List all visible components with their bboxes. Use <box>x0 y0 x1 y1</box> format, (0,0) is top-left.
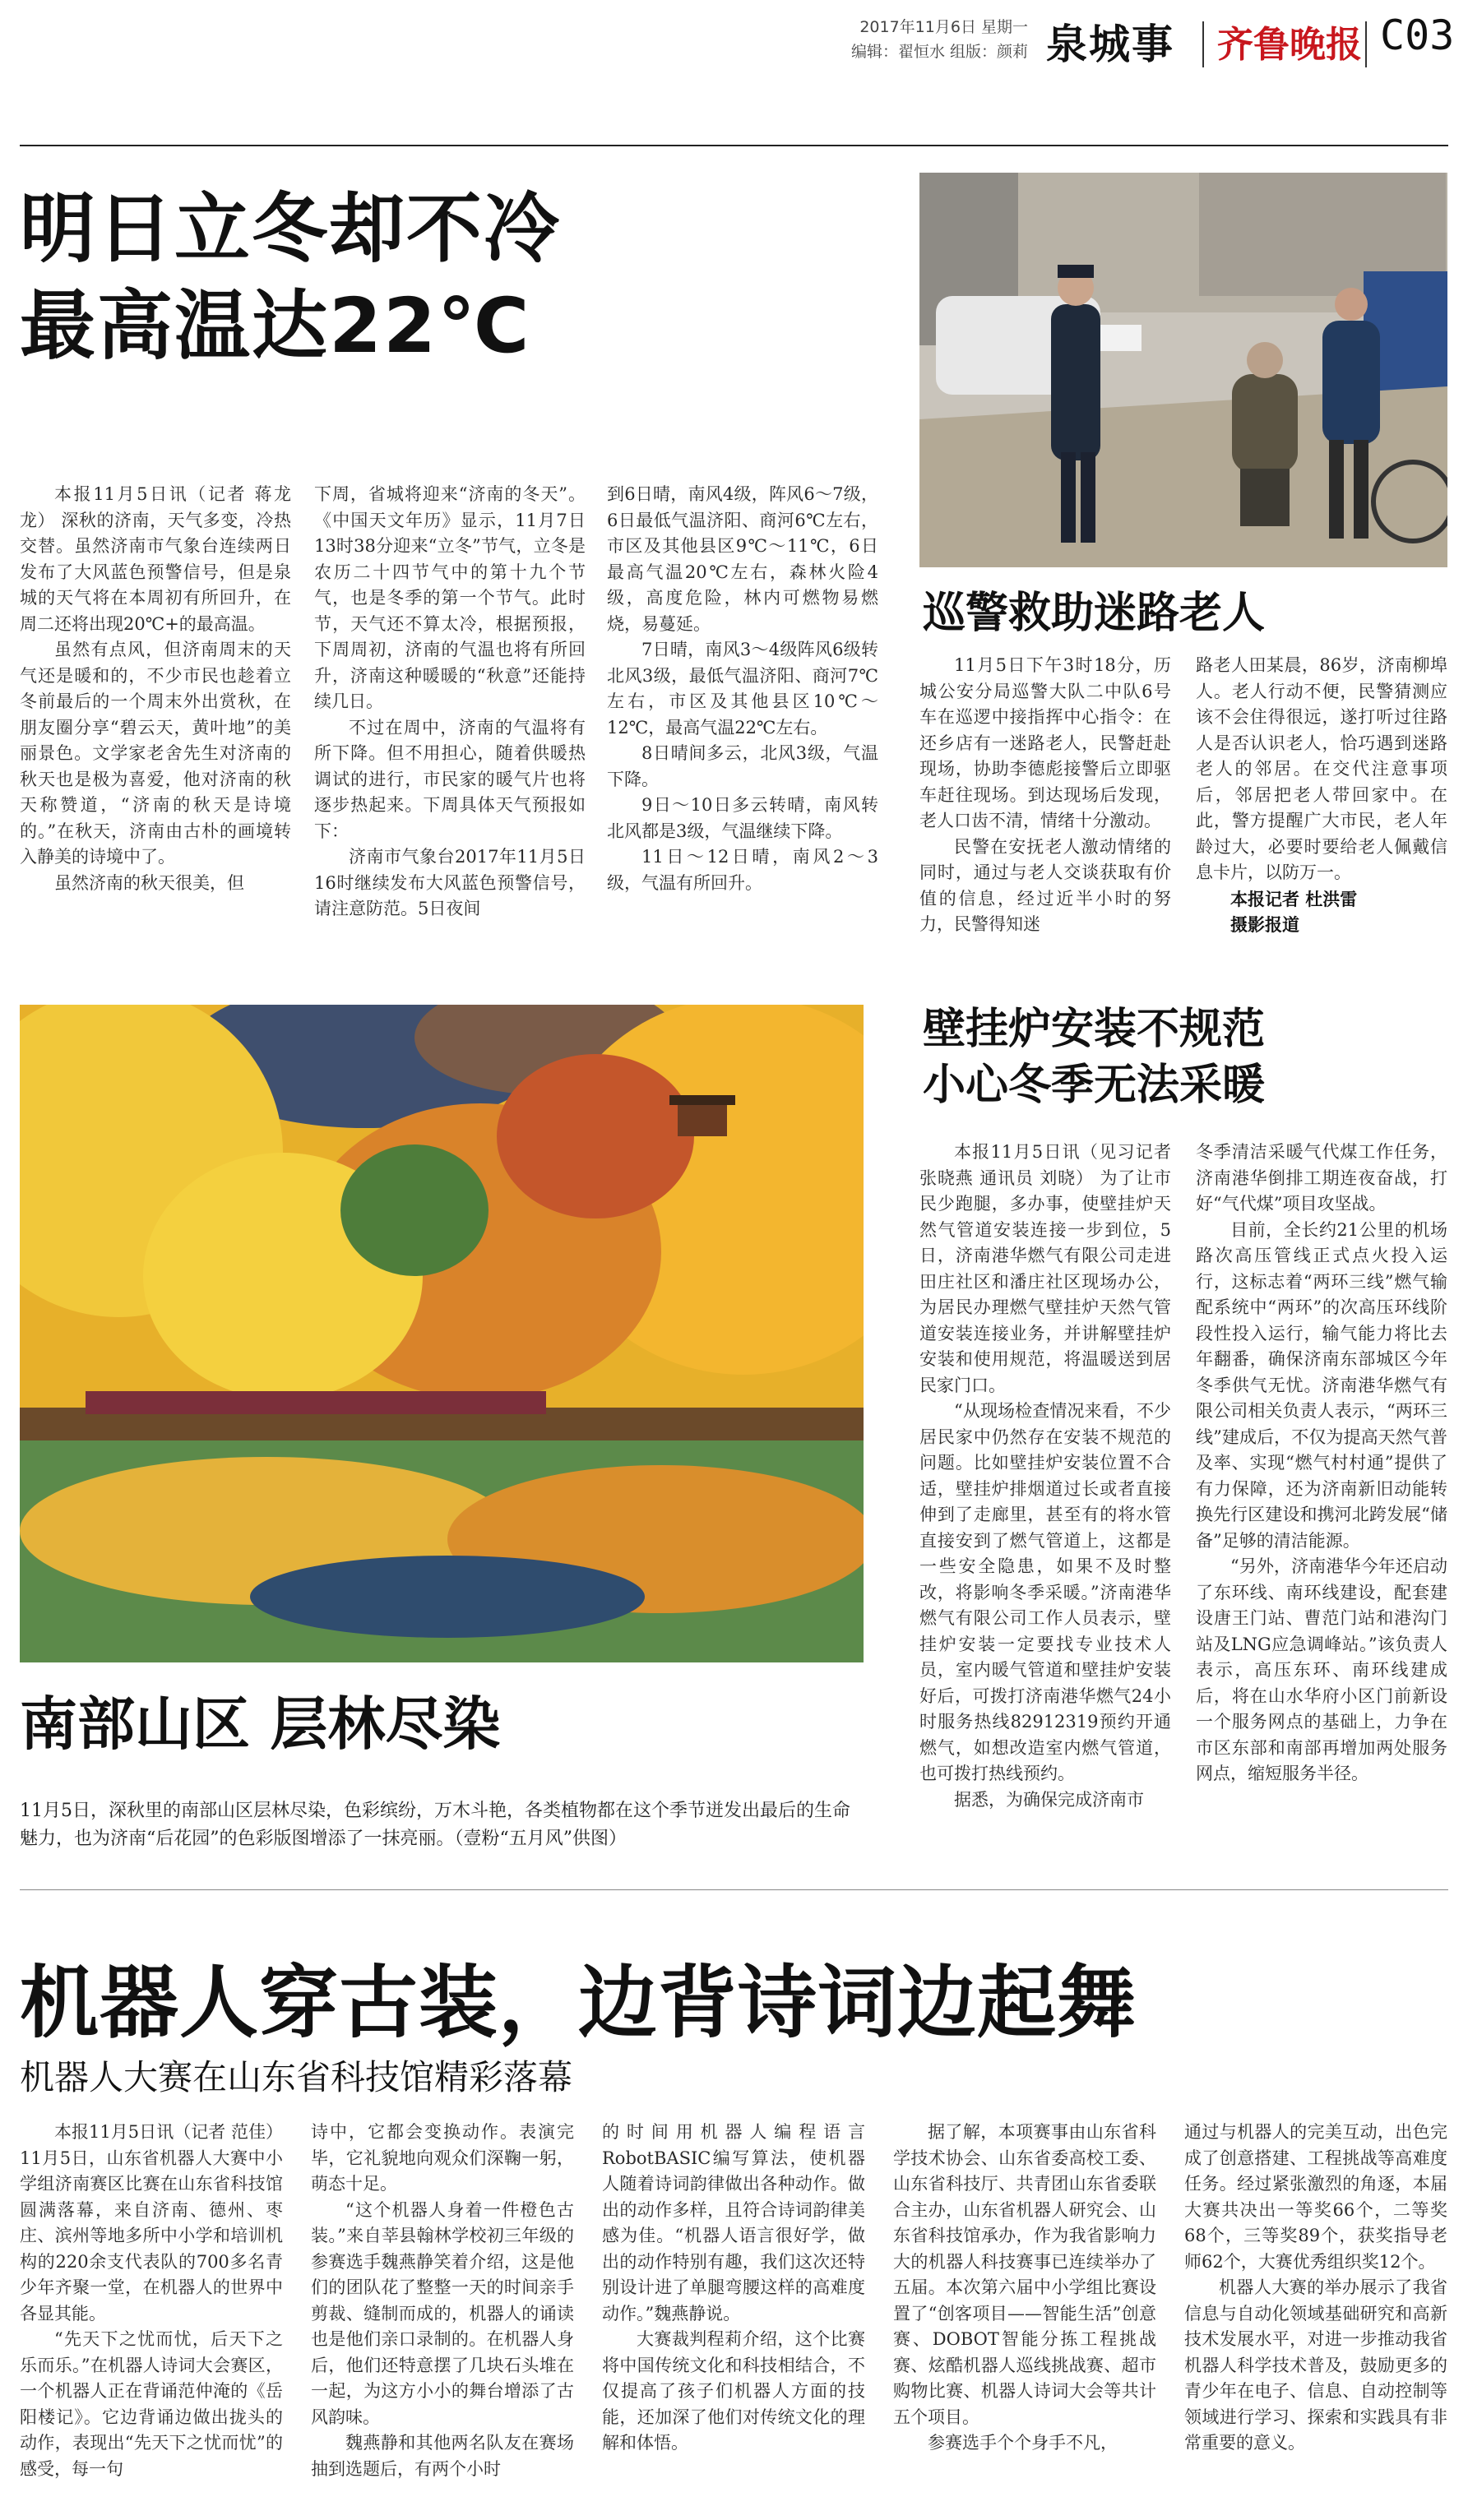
article2-column-2 <box>1196 653 1447 957</box>
paragraph: 8日晴间多云，北风3级，气温下降。 <box>607 743 878 789</box>
byline: 本报记者 杜洪雷 <box>1230 888 1358 909</box>
paragraph: 济南市气象台2017年11月5日16时继续发布大风蓝色预警信号，请注意防范。5日夜间 <box>314 847 586 918</box>
paragraph: 11日～12日晴，南风2～3级，气温有所回升。 <box>607 847 878 893</box>
article4-column-2 <box>1196 1140 1447 1863</box>
masthead-meta <box>839 15 1028 64</box>
section-title: 泉城事 <box>1046 21 1174 68</box>
paragraph: 不过在周中，济南的气温将有所下降。但不用担心，随着供暖热调试的进行，市民家的暖气片也将逐步热起来。下周具体天气预报如下： <box>314 717 586 841</box>
article2-headline: 巡警救助迷路老人 <box>923 589 1266 638</box>
masthead-divider <box>1202 21 1204 67</box>
paragraph: 参赛选手个个身手不凡， <box>928 2433 1118 2453</box>
article5-column-4 <box>893 2120 1156 2504</box>
paragraph: “从现场检查情况来看，不少居民家中仍然存在安装不规范的问题。比如壁挂炉安装位置不合适，壁挂炉排烟道过长或者直接伸到了走廊里，甚至有的将水管直接安到了燃气管道上，这都是一些安全隐患，如果不及时整改，将影响冬季采暖。”济南港华燃气有限公司工作人员表示，壁挂炉安装一定要找专业技术人员，室内暖气管道和壁挂炉安装好后，可拨打济南港华燃气24小时服务热线82912319预约开通燃气，如想改造室内燃气管道，也可拨打热线预约。 <box>919 1401 1171 1783</box>
paragraph: 据了解，本项赛事由山东省科学技术协会、山东省委高校工委、山东省科技厅、共青团山东省委联合主办，山东省机器人研究会、山东省科技馆承办，作为我省影响力大的机器人科技赛事已连续举办了五届。本次第六届中小学组比赛设置了“创客项目——智能生活”创意赛、DOBOT智能分拣工程挑战赛、炫酷机器人巡线挑战赛、超市购物比赛、机器人诗词大会等共计五个项目。 <box>893 2122 1156 2427</box>
paragraph: 虽然济南的秋天很美，但 <box>54 872 244 893</box>
paragraph: 9日～10日多云转晴，南风转北风都是3级，气温继续下降。 <box>607 795 878 841</box>
article5-column-1 <box>20 2120 283 2504</box>
paragraph: 本报11月5日讯（记者 蒋龙龙） 深秋的济南，天气多变，冷热交替。虽然济南市气象台连续两日发布了大风蓝色预警信号，但是泉城的天气将在本周初有所回升，在周二还将出现20℃+的最高温。 <box>20 484 291 634</box>
paragraph: 大赛裁判程莉介绍，这个比赛将中国传统文化和科技相结合，不仅提高了孩子们机器人方面的技能，还加深了他们对传统文化的理解和体悟。 <box>602 2329 865 2453</box>
paragraph: 的时间用机器人编程语言RobotBASIC编写算法，使机器人随着诗词韵律做出各种动作。做出的动作多样，且符合诗词韵律美感为佳。“机器人语言很好学，做出的动作特别有趣，我们这次还特别设计进了单腿弯腰这样的高难度动作。”魏燕静说。 <box>602 2122 865 2323</box>
article4-headline: 壁挂炉安装不规范 小心冬季无法采暖 <box>923 1005 1266 1110</box>
paragraph: 本报11月5日讯（记者 范佳） 11月5日，山东省机器人大赛中小学组济南赛区比赛在山东省科技馆圆满落幕，来自济南、德州、枣庄、滨州等地多所中小学和培训机构的220余支代表队的700多名青少年齐聚一堂，在机器人的世界中各显其能。 <box>20 2122 283 2323</box>
article2-column-1 <box>919 653 1171 957</box>
paragraph: 7日晴，南风3～4级阵风6级转北风3级，最低气温济阳、商河7℃左右，市区及其他县区10℃～12℃，最高气温22℃左右。 <box>607 640 878 738</box>
section-rule <box>20 1889 1448 1890</box>
paragraph: 本报11月5日讯（见习记者 张晓燕 通讯员 刘晓） 为了让市民少跑腿，多办事，使壁挂炉天然气管道安装连接一步到位，5日，济南港华燃气有限公司走进田庄社区和潘庄社区现场办公，为居民办理燃气壁挂炉天然气管道安装连接业务，并讲解壁挂炉安装和使用规范，将温暖送到居民家门口。 <box>919 1142 1171 1395</box>
byline: 摄影报道 <box>1230 914 1299 935</box>
paragraph: 路老人田某晨，86岁，济南柳埠人。老人行动不便，民警猜测应该不会住得很远，遂打听过往路人是否认识老人，恰巧遇到迷路老人的邻居。在交代注意事项后，邻居把老人带回家中。在此，警方提醒广大市民，老人年龄过大，必要时要给老人佩戴信息卡片，以防万一。 <box>1196 655 1447 882</box>
paragraph: 诗中，它都会变换动作。表演完毕，它礼貌地向观众们深鞠一躬，萌态十足。 <box>311 2122 574 2194</box>
issue-date: 2017年11月6日 星期一 <box>859 18 1028 36</box>
autumn-scenery-illustration <box>20 1005 864 1662</box>
newspaper-logo: 齐鲁晚报 <box>1217 24 1362 66</box>
masthead-divider <box>1365 21 1367 67</box>
paragraph: 机器人大赛的举办展示了我省信息与自动化领域基础研究和高新技术发展水平，对进一步推动我省机器人科学技术普及，鼓励更多的青少年在电子、信息、自动控制等领域进行学习、探索和实践具有非常重要的意义。 <box>1184 2277 1447 2453</box>
paragraph: 虽然有点风，但济南周末的天气还是暖和的，不少市民也趁着立冬前最后的一个周末外出赏秋，在朋友圈分享“碧云天，黄叶地”的美丽景色。文学家老舍先生对济南的秋天也是极为喜爱，他对济南的秋天称赞道，“济南的秋天是诗境的。”在秋天，济南由古朴的画境转入静美的诗境中了。 <box>20 640 291 867</box>
paragraph: “这个机器人身着一件橙色古装。”来自莘县翰林学校初三年级的参赛选手魏燕静笑着介绍，这是他们的团队花了整整一天的时间亲手剪裁、缝制而成的，机器人的诵读也是他们亲口录制的。在机器人身后，他们还特意摆了几块石头堆在一起，为这方小小的舞台增添了古风韵味。 <box>311 2199 574 2427</box>
paragraph: 冬季清洁采暖气代煤工作任务，济南港华倒排工期连夜奋战，打好“气代煤”项目攻坚战。 <box>1196 1142 1447 1214</box>
article3-headline: 南部山区 层林尽染 <box>20 1690 501 1758</box>
paragraph: 11月5日下午3时18分，历城公安分局巡警大队二中队6号车在巡逻中接指挥中心指令：在还乡店有一迷路老人，民警赶赴现场，协助李德彪接警后立即驱车赶往现场。到达现场后发现，老人口齿不清，情绪十分激动。 <box>919 655 1171 830</box>
editors-line: 编辑：翟恒水 组版：颜莉 <box>850 43 1028 61</box>
article5-subheadline: 机器人大赛在山东省科技馆精彩落幕 <box>20 2057 573 2097</box>
paragraph: “另外，济南港华今年还启动了东环线、南环线建设，配套建设唐王门站、曹范门站和港沟门站及LNG应急调峰站。”该负责人表示，高压东环、南环线建成后，将在山水华府小区门前新设一个服务网点的基础上，力争在市区东部和南部再增加两处服务网点，缩短服务半径。 <box>1196 1556 1447 1783</box>
paragraph: 通过与机器人的完美互动，出色完成了创意搭建、工程挑战等高难度任务。经过紧张激烈的角逐，本届大赛共决出一等奖66个，二等奖68个，三等奖89个，获奖指导老师62个，大赛优秀组织奖12个。 <box>1184 2122 1447 2272</box>
autumn-scenery-photo <box>20 1005 864 1662</box>
article1-column-1 <box>20 482 291 959</box>
article1-headline: 明日立冬却不冷 最高温达22℃ <box>20 185 562 370</box>
paragraph: 民警在安抚老人激动情绪的同时，通过与老人交谈获取有价值的信息，经过近半小时的努力，民警得知迷 <box>919 836 1171 934</box>
article5-column-5 <box>1184 2120 1447 2504</box>
paragraph: 据悉，为确保完成济南市 <box>954 1789 1144 1810</box>
top-rule <box>20 145 1448 146</box>
paragraph: 魏燕静和其他两名队友在赛场抽到选题后，有两个小时 <box>311 2433 574 2479</box>
photo-caption: 11月5日，深秋里的南部山区层林尽染，色彩缤纷，万木斗艳，各类植物都在这个季节迸发出最后的生命魅力，也为济南“后花园”的色彩版图增添了一抹亮丽。（壹粉“五月风”供图） <box>20 1801 850 1849</box>
article4-column-1 <box>919 1140 1171 1863</box>
article5-column-2 <box>311 2120 574 2504</box>
article1-column-2 <box>314 482 586 959</box>
paragraph: 到6日晴，南风4级，阵风6～7级，6日最低气温济阳、商河6℃左右，市区及其他县区9℃～11℃，6日最高气温20℃左右，森林火险4级，高度危险，林内可燃物易燃烧，易蔓延。 <box>607 484 878 634</box>
page-number: C03 <box>1380 12 1455 59</box>
police-photo-illustration <box>919 173 1447 567</box>
article5-column-3 <box>602 2120 865 2504</box>
police-photo <box>919 173 1447 567</box>
article5-headline: 机器人穿古装，边背诗词边起舞 <box>20 1957 1137 2049</box>
article1-column-3 <box>607 482 878 959</box>
paragraph: “先天下之忧而忧，后天下之乐而乐。”在机器人诗词大会赛区，一个机器人正在背诵范仲淹的《岳阳楼记》。它边背诵边做出拢头的动作，表现出“先天下之忧而忧”的感受，每一句 <box>20 2329 283 2479</box>
paragraph: 目前，全长约21公里的机场路次高压管线正式点火投入运行，这标志着“两环三线”燃气输配系统中“两环”的次高压环线阶段性投入运行，输气能力将比去年翻番，确保济南东部城区今年冬季供气无忧。济南港华燃气有限公司相关负责人表示，“两环三线”建成后，不仅为提高天然气普及率、实现“燃气村村通”提供了有力保障，还为济南新旧动能转换先行区建设和携河北跨发展“储备”足够的清洁能源。 <box>1196 1219 1447 1551</box>
paragraph: 下周，省城将迎来“济南的冬天”。《中国天文年历》显示，11月7日13时38分迎来“立冬”节气，立冬是农历二十四节气中的第十九个节气，也是冬季的第一个节气。此时节，天气还不算太冷，根据预报，下周周初，济南的气温也将有所回升，济南这种暖暖的“秋意”还能持续几日。 <box>314 484 586 711</box>
